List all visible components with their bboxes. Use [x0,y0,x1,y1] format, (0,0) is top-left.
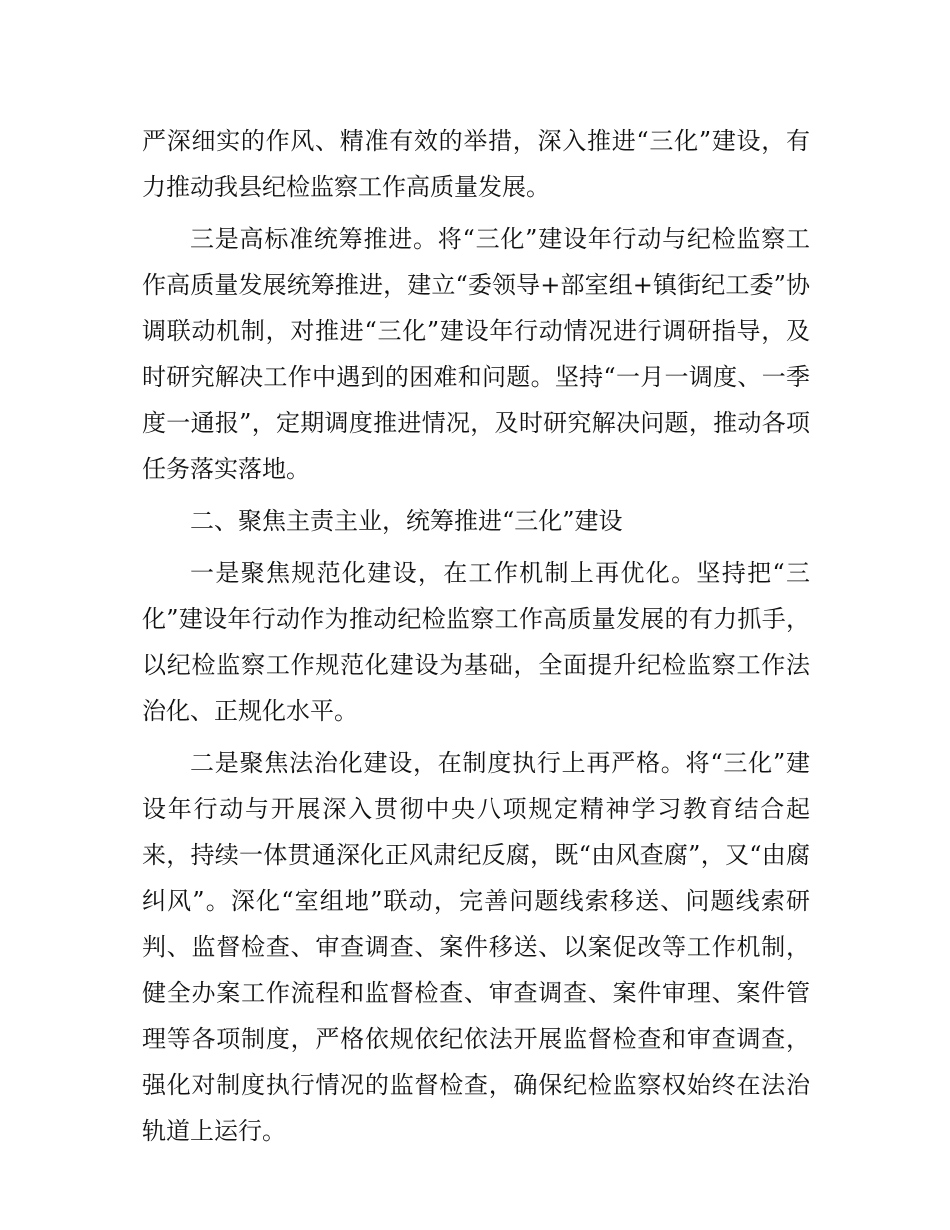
paragraph-continuation: 严深细实的作风、精准有效的举措，深入推进“三化”建设，有力推动我县纪检监察工作高质量发展。 [142,127,810,201]
section-heading: 二、聚焦主责主业，统筹推进“三化”建设 [190,507,623,535]
paragraph-third-point: 三是高标准统筹推进。将“三化”建设年行动与纪检监察工作高质量发展统筹推进，建立“委领导+部室组+镇街纪工委”协调联动机制，对推进“三化”建设年行动情况进行调研指导，及时研究解决工作中遇到的困难和问题。坚持“一月一调度、一季度一通报”，定期调度推进情况，及时研究解决问题，推动各项任务落实落地。 [142,225,810,483]
document-body [142,118,810,1154]
paragraph-first-point: 一是聚焦规范化建设，在工作机制上再优化。坚持把“三化”建设年行动作为推动纪检监察工作高质量发展的有力抓手，以纪检监察工作规范化建设为基础，全面提升纪检监察工作法治化、正规化水平。 [142,559,810,725]
paragraph-second-point: 二是聚焦法治化建设，在制度执行上再严格。将“三化”建设年行动与开展深入贯彻中央八项规定精神学习教育结合起来，持续一体贯通深化正风肃纪反腐，既“由风查腐”，又“由腐纠风”。深化“室组地”联动，完善问题线索移送、问题线索研判、监督检查、审查调查、案件移送、以案促改等工作机制，健全办案工作流程和监督检查、审查调查、案件审理、案件管理等各项制度，严格依规依纪依法开展监督检查和审查调查，强化对制度执行情况的监督检查，确保纪检监察权始终在法治轨道上运行。 [142,749,810,1145]
